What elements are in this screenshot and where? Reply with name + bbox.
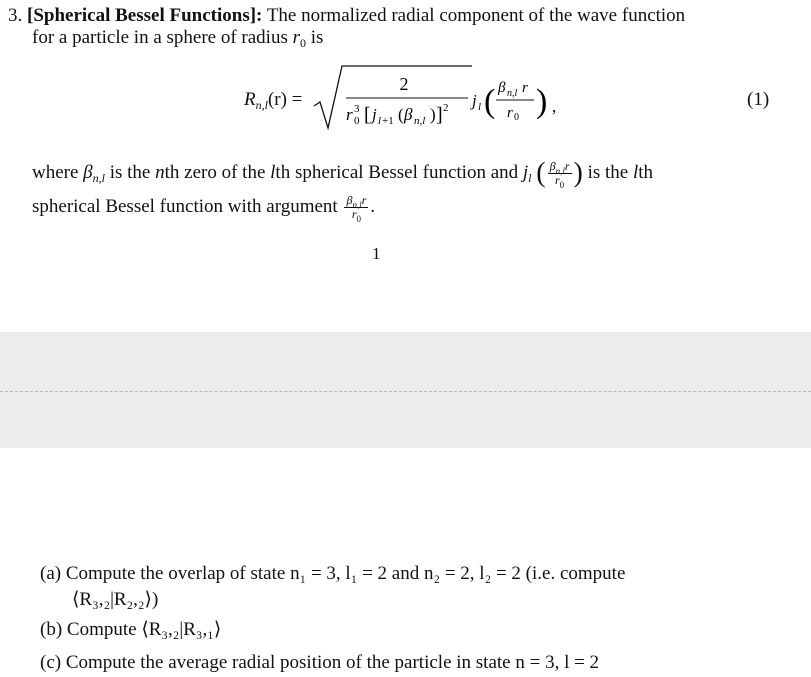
svg-text:n,l: n,l	[414, 115, 426, 127]
part-b: (b) Compute ⟨R₃,₂|R₃,₁⟩	[40, 619, 222, 640]
svg-text:2: 2	[443, 102, 449, 114]
document-page-bottom	[0, 448, 811, 677]
equation-lhs: $R_{n,l}(r)$ =	[244, 89, 303, 112]
where-line2: spherical Bessel function with argument $\frac{\beta_{n,l}r}{r_0}$ .	[32, 193, 376, 224]
inline-fraction-argument: $\frac{\beta_{n,l}r}{r_0}$	[346, 193, 367, 224]
svg-text:r: r	[346, 105, 353, 124]
inline-fraction-arg: $\frac{\beta_{n,l}r}{r_0}$	[549, 159, 570, 190]
page-number: 1	[372, 244, 381, 263]
svg-text:(: (	[484, 83, 496, 120]
problem-number: 3.	[8, 5, 23, 26]
equation-number: (1)	[747, 89, 770, 110]
svg-text:r: r	[522, 80, 528, 96]
svg-text:+1: +1	[382, 115, 394, 127]
page-break-band	[0, 332, 811, 448]
problem-header	[8, 5, 685, 27]
svg-text:3: 3	[354, 103, 360, 115]
part-a-line2: ⟨R₃,₂|R₂,₂⟩)	[72, 589, 159, 610]
svg-text:[: [	[364, 104, 371, 126]
svg-text:,: ,	[552, 97, 557, 116]
equation-rhs	[312, 62, 582, 134]
svg-text:0: 0	[354, 115, 360, 127]
svg-text:β: β	[498, 80, 506, 96]
svg-text:j: j	[472, 91, 477, 110]
equation-numerator: 2	[399, 74, 409, 94]
part-c: (c) Compute the average radial position of the particle in state n = 3, l = 2	[40, 652, 600, 673]
svg-text:j: j	[372, 105, 377, 124]
svg-text:r: r	[507, 105, 513, 121]
svg-text:l: l	[478, 101, 482, 113]
problem-intro-line2: for a particle in a sphere of radius $r_0$ is	[32, 27, 324, 50]
page-break-divider	[0, 391, 811, 392]
svg-text:]: ]	[436, 104, 443, 126]
svg-text:β: β	[404, 105, 413, 124]
svg-text:(: (	[398, 105, 404, 124]
svg-text:l: l	[378, 115, 382, 127]
svg-text:): )	[536, 83, 548, 120]
part-a-line1: (a) Compute the overlap of state n₁ = 3, l₁ = 2 and n₂ = 2, l₂ = 2 (i.e. compute	[40, 563, 626, 584]
svg-text:0: 0	[514, 112, 519, 123]
document-page-top	[0, 0, 811, 332]
problem-intro-line1: The normalized radial component of the wave function	[266, 5, 686, 26]
svg-text:n,l: n,l	[507, 88, 518, 99]
where-line1: where $\beta_{n,l}$ is the nth zero of the lth spherical Bessel function and $j_l$ ( $\frac{\beta_{n,l}r}{r_0}$ ) is the lth	[32, 157, 654, 190]
problem-title: [Spherical Bessel Functions]:	[27, 5, 263, 26]
svg-text:): )	[430, 105, 436, 124]
